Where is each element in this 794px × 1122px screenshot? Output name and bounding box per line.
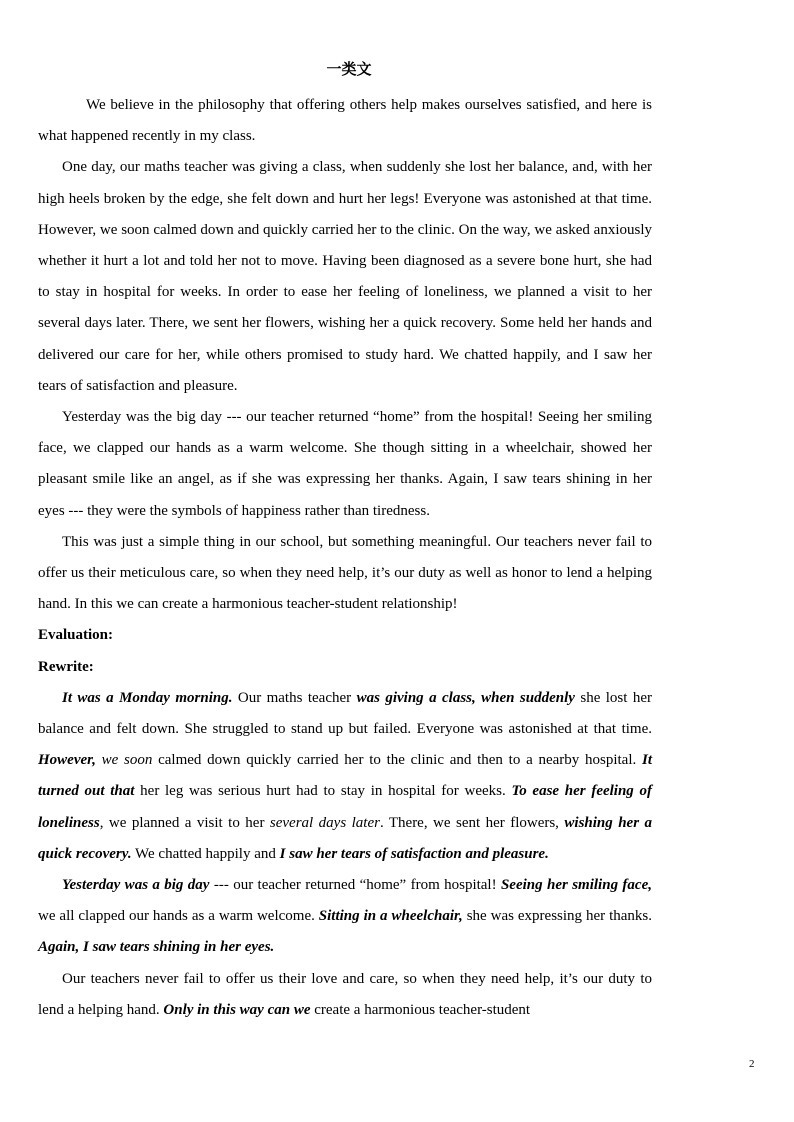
text-run: , we planned a visit to her: [99, 814, 270, 831]
text-run: . There, we sent her flowers,: [379, 814, 565, 831]
essay-paragraph: [38, 402, 652, 527]
emphasis-text: wishing her a quick recovery.: [38, 814, 652, 862]
text-run: We chatted happily and: [131, 845, 280, 862]
emphasis-text: It was a Monday morning.: [62, 689, 233, 706]
rewrite-heading: Rewrite:: [38, 658, 94, 675]
rewrite-body: [38, 683, 652, 1026]
essay-paragraph: [38, 90, 652, 152]
emphasis-text: Only in this way can we: [163, 1001, 311, 1018]
page-number: 2: [749, 1058, 755, 1070]
text-run: Yesterday was the big day --- our teacher returned “home” from the hospital! Seeing her smiling face, we clapped our hands as a warm welcome. She though sitting in a wheelchair, showed her pleasant smile like an angel, as if she was expressing her thanks. Again, I saw tears shining in her eyes --- they were the symbols of happiness rather than tiredness.: [38, 409, 652, 519]
emphasis-text: I saw her tears of satisfaction and pleasure.: [279, 845, 549, 862]
emphasis-text: Seeing her smiling face,: [500, 877, 652, 894]
italic-text: several days later: [269, 814, 380, 831]
text-run: her leg was serious hurt had to stay in hospital for weeks.: [134, 783, 512, 800]
emphasis-text: Yesterday was a big day: [62, 877, 210, 894]
emphasis-text: It turned out that: [38, 752, 652, 800]
emphasis-text: To ease her feeling of loneliness: [38, 783, 653, 831]
essay-paragraph: [38, 152, 652, 402]
rewrite-paragraph: [38, 870, 652, 964]
emphasis-text: However,: [38, 752, 96, 769]
rewrite-paragraph: [38, 683, 652, 870]
essay-body: [38, 90, 652, 620]
text-run: calmed down quickly carried her to the clinic and then to a nearby hospital.: [152, 752, 642, 769]
essay-paragraph: [38, 527, 652, 621]
essay-title: 一类文: [326, 62, 372, 78]
evaluation-heading: Evaluation:: [38, 627, 114, 644]
document-page: [38, 58, 652, 1026]
emphasis-text: Again, I saw tears shining in her eyes.: [38, 939, 275, 956]
text-run: we all clapped our hands as a warm welcome.: [38, 908, 319, 925]
text-run: --- our teacher returned “home” from hospital!: [209, 877, 501, 894]
emphasis-text: Sitting in a wheelchair,: [318, 908, 463, 925]
text-run: she was expressing her thanks.: [462, 908, 653, 925]
italic-text: we soon: [101, 752, 153, 769]
text-run: This was just a simple thing in our school, but something meaningful. Our teachers never fail to offer us their meticulous care, so when they need help, it’s our duty as well as honor to lend a helping hand. In this we can create a harmonious teacher-student relationship!: [38, 533, 652, 613]
text-run: We believe in the philosophy that offering others help makes ourselves satisfied, and here is what happened recently in my class.: [38, 97, 652, 145]
text-run: Our maths teacher: [232, 689, 357, 706]
text-run: Our teachers never fail to offer us their love and care, so when they need help, it’s our duty to lend a helping hand.: [38, 970, 652, 1018]
text-run: create a harmonious teacher-student: [310, 1001, 531, 1018]
rewrite-paragraph: [38, 964, 652, 1026]
emphasis-text: was giving a class, when suddenly: [356, 689, 575, 706]
text-run: One day, our maths teacher was giving a class, when suddenly she lost her balance, and, with her high heels broken by the edge, she felt down and hurt her legs! Everyone was astonished at that time. However, we soon calmed down and quickly carried her to the clinic. On the way, we asked anxiously whether it hurt a lot and told her not to move. Having been diagnosed as a severe bone hurt, she had to stay in hospital for weeks. In order to ease her feeling of loneliness, we planned a visit to her several days later. There, we sent her flowers, wishing her a quick recovery. Some held her hands and delivered our care for her, while others promised to study hard. We chatted happily, and I saw her tears of satisfaction and pleasure.: [38, 159, 652, 394]
text-run: she lost her balance and felt down. She struggled to stand up but failed. Everyone was astonished at that time.: [38, 689, 653, 738]
